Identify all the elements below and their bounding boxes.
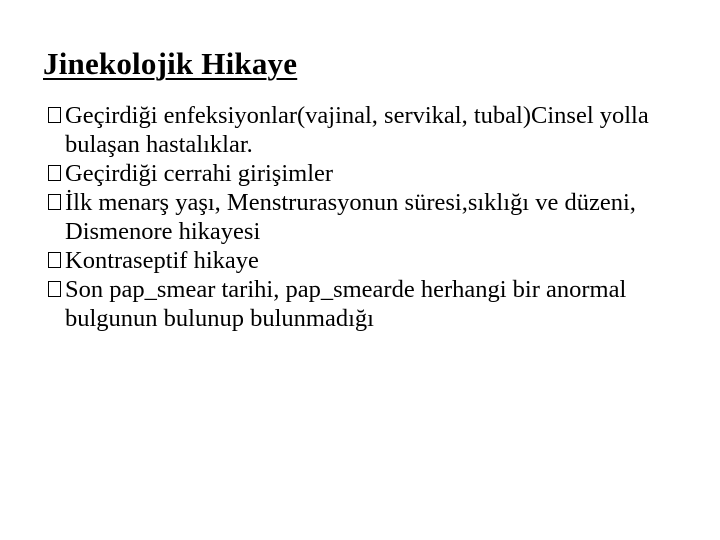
bullet-item-surgeries bbox=[48, 159, 708, 188]
bullet-list bbox=[48, 101, 708, 333]
bullet-item-infections bbox=[48, 101, 708, 159]
bullet-text: Son pap_smear tarihi, pap_smearde herhangi bir anormal bulgunun bulunup bulunmadığı bbox=[65, 276, 627, 332]
bullet-item-contraceptive bbox=[48, 246, 708, 275]
square-bullet-icon bbox=[48, 281, 61, 297]
square-bullet-icon bbox=[48, 252, 61, 268]
square-bullet-icon bbox=[48, 194, 61, 210]
bullet-text: Geçirdiği enfeksiyonlar(vajinal, servikal, tubal)Cinsel yolla bulaşan hastalıklar. bbox=[65, 102, 649, 158]
bullet-text: Geçirdiği cerrahi girişimler bbox=[65, 160, 334, 187]
slide-title: Jinekolojik Hikaye bbox=[43, 46, 298, 81]
square-bullet-icon bbox=[48, 165, 61, 181]
bullet-text: Kontraseptif hikaye bbox=[65, 247, 259, 274]
bullet-item-pap-smear bbox=[48, 275, 708, 333]
bullet-text: İlk menarş yaşı, Menstrurasyonun süresi,sıklığı ve düzeni, Dismenore hikayesi bbox=[65, 189, 636, 245]
square-bullet-icon bbox=[48, 107, 61, 123]
bullet-item-menarche bbox=[48, 188, 708, 246]
